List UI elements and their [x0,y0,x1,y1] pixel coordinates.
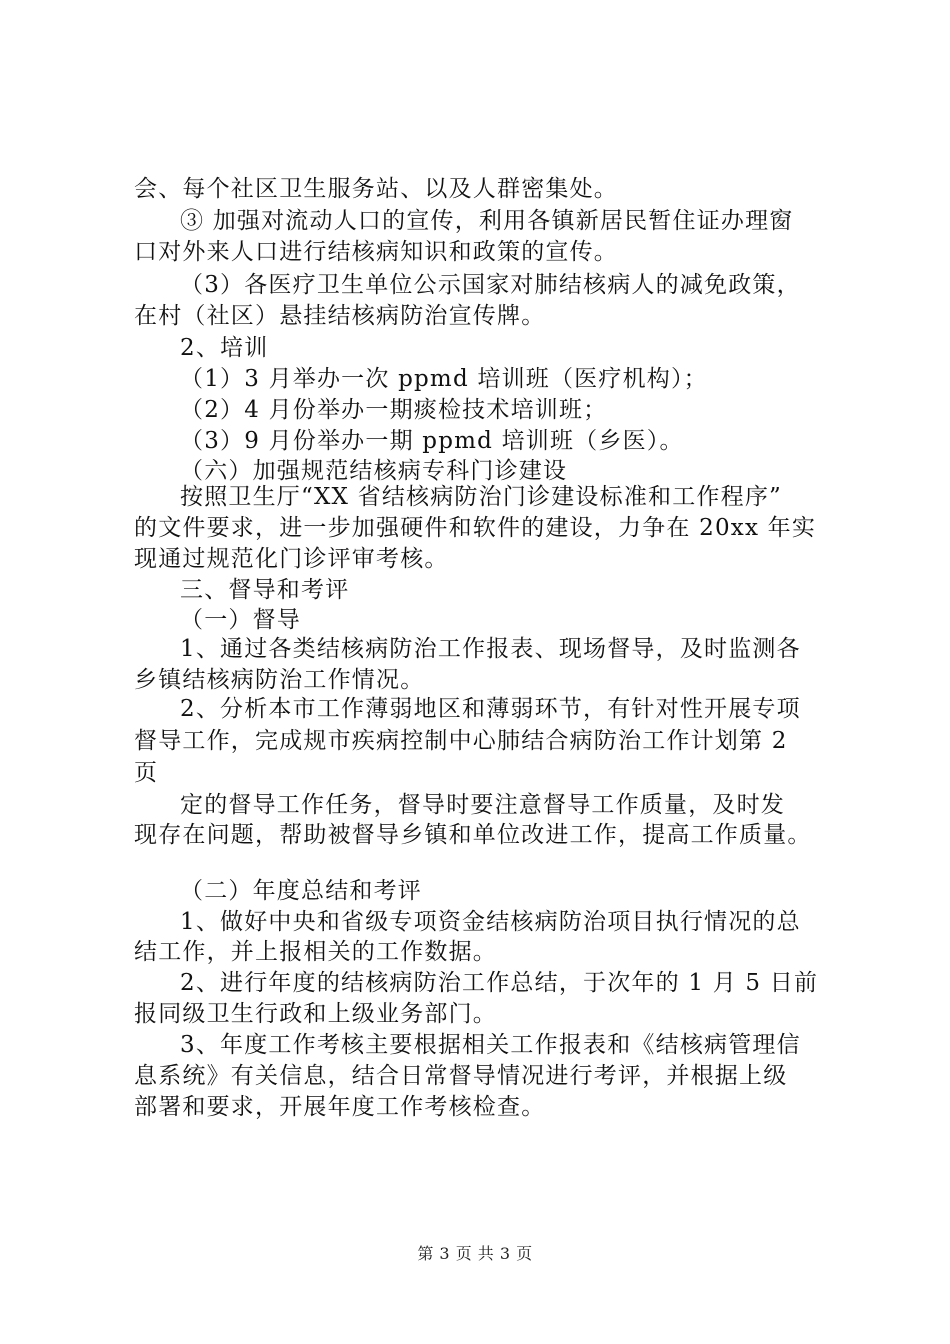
text-line: 定的督导工作任务，督导时要注意督导工作质量，及时发 [180,792,785,818]
text-line: 1、通过各类结核病防治工作报表、现场督导，及时监测各 [180,636,801,662]
text-line: 结工作，并上报相关的工作数据。 [134,939,497,965]
text-line: 现通过规范化门诊评审考核。 [134,546,449,572]
text-line: 乡镇结核病防治工作情况。 [134,667,425,693]
text-line: （六）加强规范结核病专科门诊建设 [180,458,568,484]
text-line: 的文件要求，进一步加强硬件和软件的建设，力争在 20xx 年实 [134,515,817,541]
text-line: （1）3 月举办一次 ppmd 培训班（医疗机构）； [180,366,708,392]
text-line: 3、年度工作考核主要根据相关工作报表和《结核病管理信 [180,1032,801,1058]
subsection-heading: （一）督导 [180,607,301,633]
text-line: 口对外来人口进行结核病知识和政策的宣传。 [134,239,618,265]
text-line: 1、做好中央和省级专项资金结核病防治项目执行情况的总 [180,909,801,935]
section-heading: 三、督导和考评 [180,577,350,603]
subsection-heading: （二）年度总结和考评 [180,878,422,904]
page-number-footer: 第 3 页 共 3 页 [417,1244,533,1263]
text-line: 督导工作，完成规市疾病控制中心肺结合病防治工作计划第 2 [134,728,788,754]
text-line: （3）各医疗卫生单位公示国家对肺结核病人的减免政策， [180,272,801,298]
text-line: 会、每个社区卫生服务站、以及人群密集处。 [134,176,618,202]
text-line: 部署和要求，开展年度工作考核检查。 [134,1094,546,1120]
text-line: 现存在问题，帮助被督导乡镇和单位改进工作，提高工作质量。 [134,822,812,848]
text-line: （2）4 月份举办一期痰检技术培训班； [180,397,608,423]
text-line: （3）9 月份举办一期 ppmd 培训班（乡医）。 [180,428,684,454]
text-line: 报同级卫生行政和上级业务部门。 [134,1001,497,1027]
text-line: 按照卫生厅“XX 省结核病防治门诊建设标准和工作程序” [180,484,782,510]
text-line: 2、进行年度的结核病防治工作总结，于次年的 1 月 5 日前 [180,970,819,996]
text-line: 在村（社区）悬挂结核病防治宣传牌。 [134,303,546,329]
text-line: 页 [134,760,159,786]
text-line: 2、分析本市工作薄弱地区和薄弱环节，有针对性开展专项 [180,696,801,722]
text-line: 2、培训 [180,335,269,361]
text-line: 息系统》有关信息，结合日常督导情况进行考评，并根据上级 [134,1063,788,1089]
text-line: ③ 加强对流动人口的宣传，利用各镇新居民暂住证办理窗 [180,208,794,234]
